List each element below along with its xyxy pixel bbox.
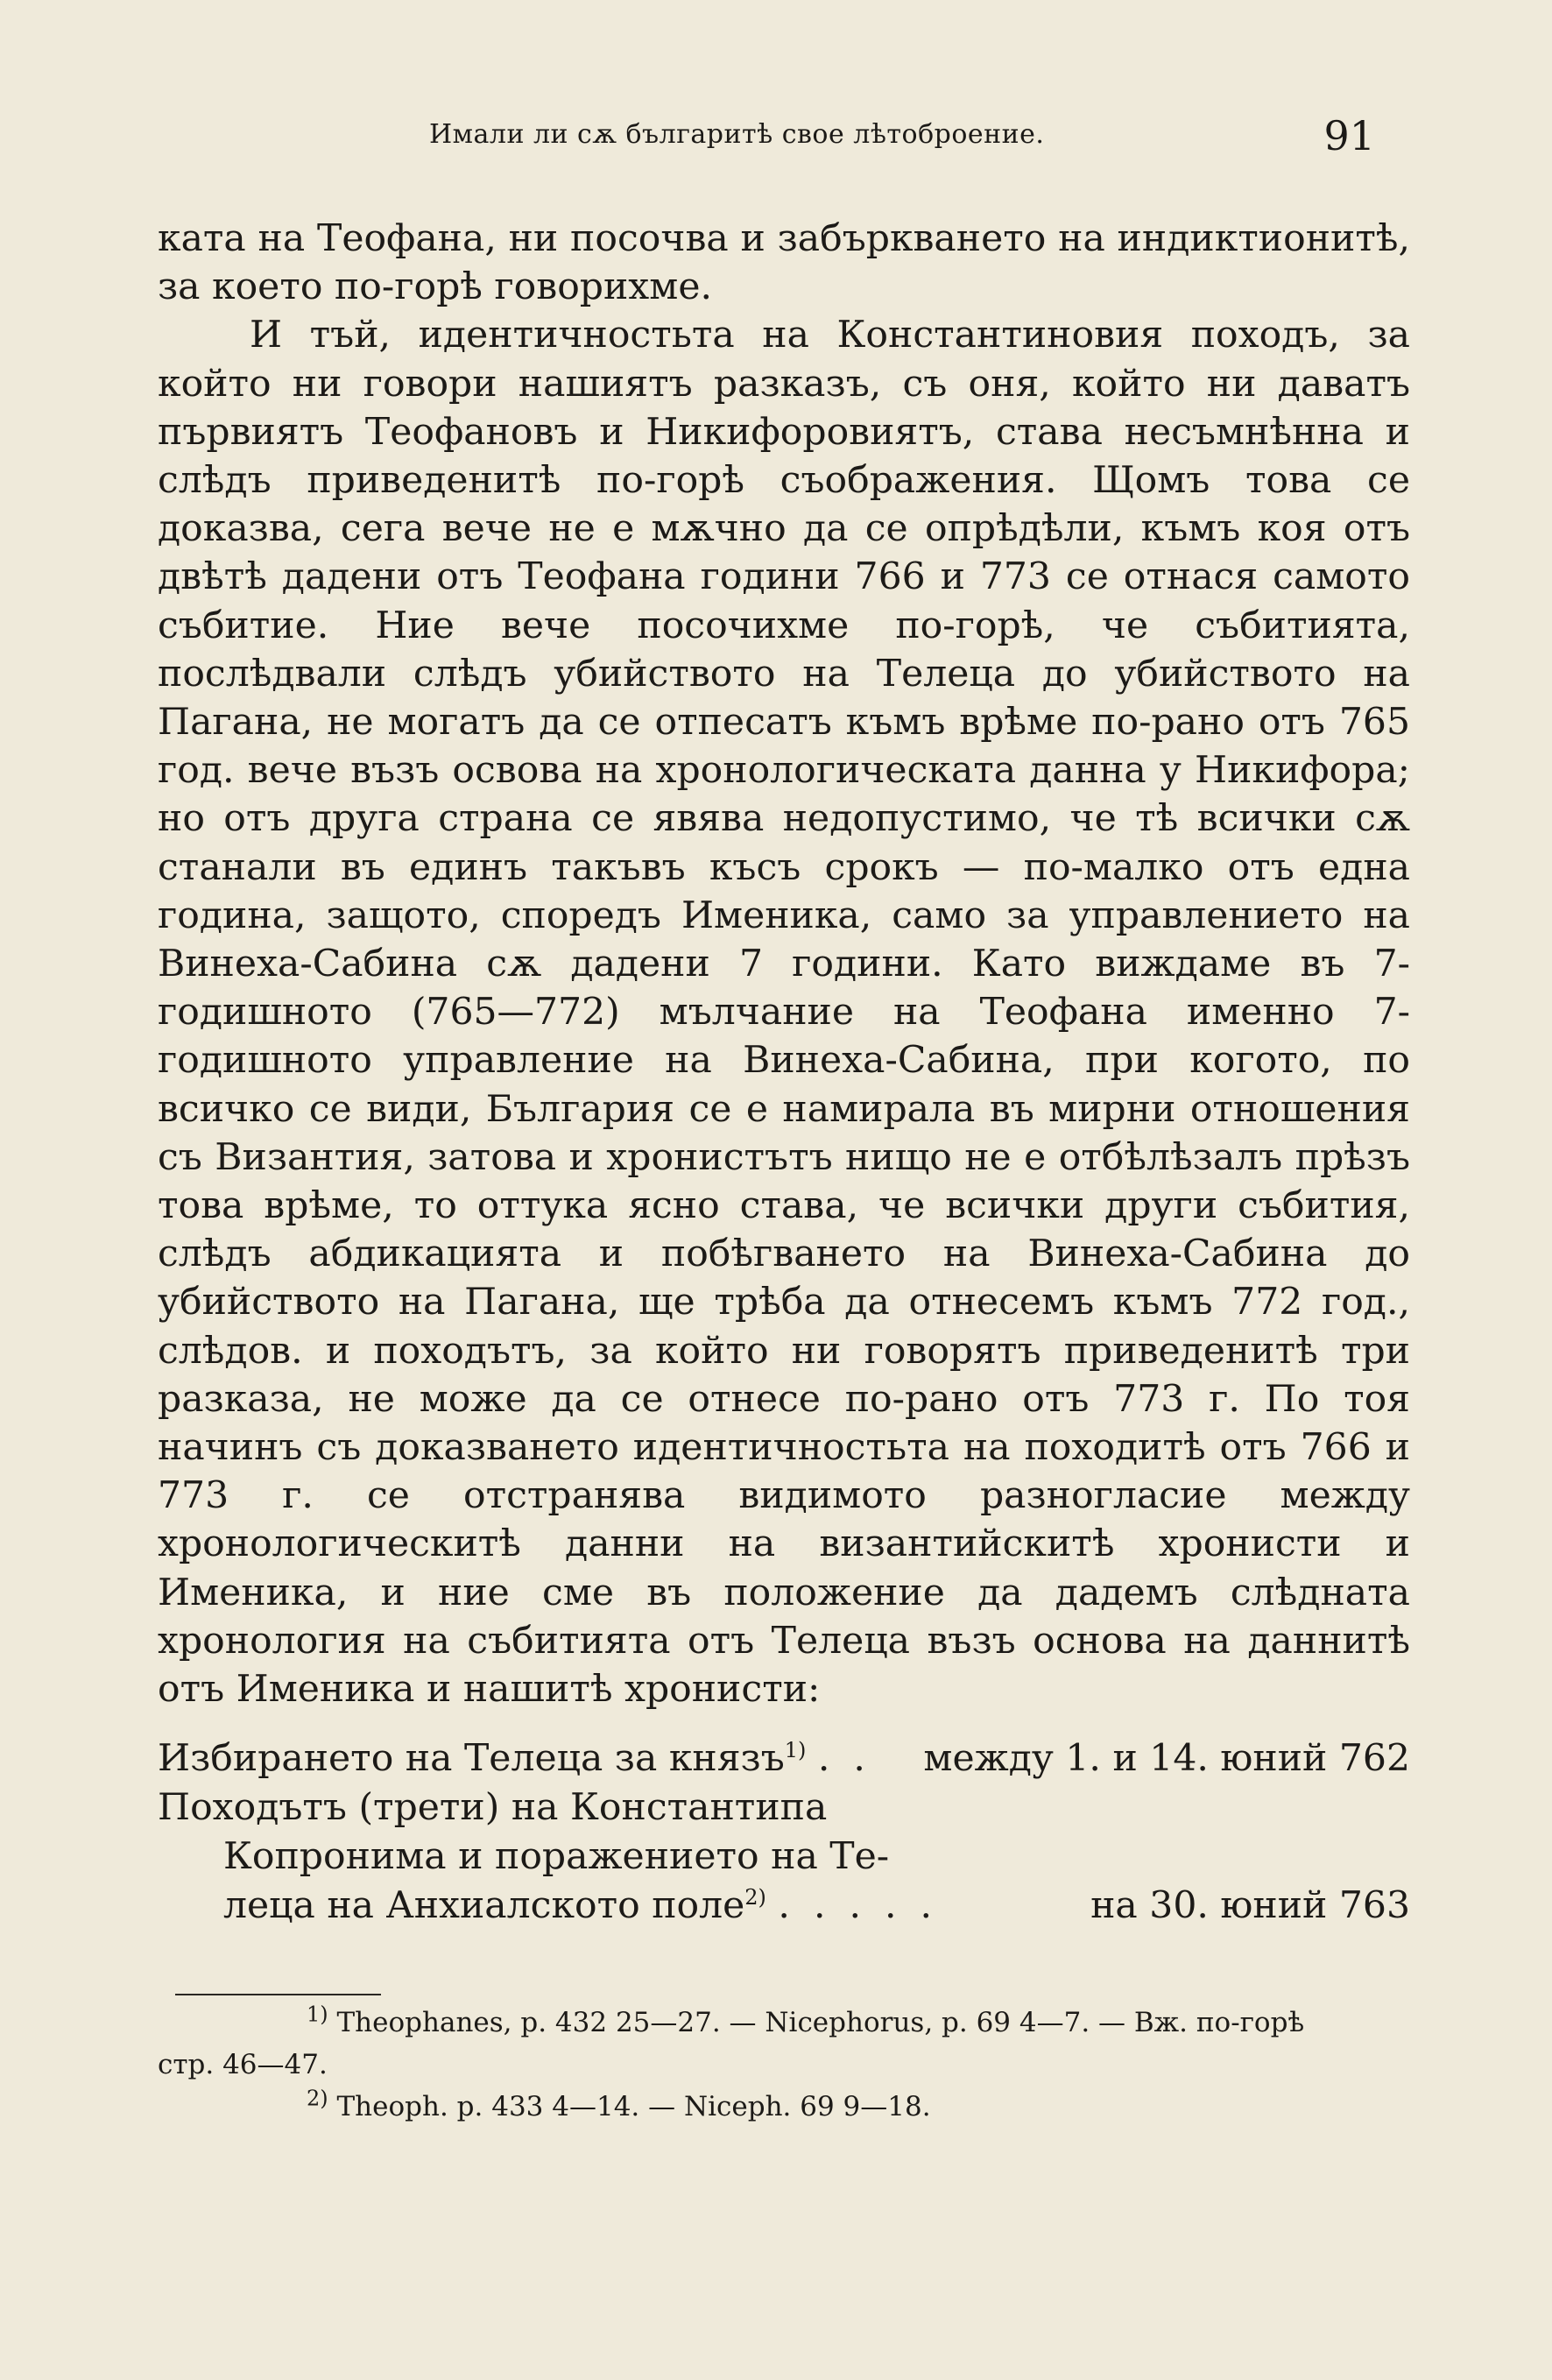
footnote-1-continuation: стр. 46—47. <box>158 2049 328 2080</box>
footnote-text: Theophanes, p. 432 25—27. — Nicephorus, p. 69 4—7. — Вж. по-горѣ <box>336 2007 1305 2038</box>
page-number: 91 <box>1323 112 1375 159</box>
paragraph-main: И тъй, идентичностьта на Константиновия походъ, за който ни говори нашиятъ разказъ, съ оня, който ни даватъ първиятъ Теофановъ и Никифоровиятъ, става несъмнѣнна и слѣдъ приведенитѣ по-горѣ съображения. Щомъ това се доказва, сега вече не е мѫчно да се опрѣдѣли, къмъ коя отъ двѣтѣ дадени отъ Теофана години 766 и 773 се отнася самото събитие. Ние вече посочихме по-горѣ, че събитията, послѣдвали слѣдъ убийството на Телеца до убийството на Пагана, не могатъ да се отпесатъ къмъ врѣме по-рано отъ 765 год. вече възъ освова на хронологическата данна у Никифора; но отъ друга страна се явява недопустимо, че тѣ всички сѫ станали въ единъ такъвъ късъ срокъ — по-малко отъ една година, защото, споредъ Именика, само за управлението на Винеха-Сабина сѫ дадени 7 години. Като виждаме въ 7-годишното (765—772) мълчание на Теофана именно 7-годишното управление на Винеха-Сабина, при когото, по всичко се види, България се е намирала въ мирни отношения съ Византия, затова и хронистътъ нищо не е отбѣлѣзалъ прѣзъ това врѣме, то оттука ясно става, че всички други събития, слѣдъ абдикацията и побѣгването на Винеха-Сабина до убийството на Пагана, ще трѣба да отнесемъ къмъ 772 год., слѣдов. и походътъ, за който ни говорятъ приведенитѣ три разказа, не може да се отнесе по-рано отъ 773 г. По тоя начинъ съ доказването идентичностьта на походитѣ отъ 766 и 773 г. се отстранява видимото разногласие между хронологическитѣ данни на византийскитѣ хронисти и Именика, и ние сме въ положение да дадемъ слѣдната хронология на събитията отъ Телеца възъ основа на даннитѣ отъ Именика и нашитѣ хронисти: <box>158 314 1410 1712</box>
chronology-event: Избирането на Телеца за князъ$^{1)}$ . . <box>158 1737 878 1780</box>
paragraph-continuation: ката на Теофана, ни посочва и забъркването на индиктионитѣ, за което по-горѣ говорихме. <box>158 217 1410 309</box>
footnote-marker: 2) <box>744 1884 766 1910</box>
chronology-event-continued: Копронима и поражението на Те- <box>223 1835 890 1878</box>
chronology-list <box>158 1734 1410 1931</box>
chronology-entry-2-line-2 <box>158 1833 1410 1882</box>
chronology-entry-1 <box>158 1734 1410 1783</box>
chronology-entry-2-line-1 <box>158 1783 1410 1833</box>
footnote-number: 1) <box>307 2002 328 2027</box>
chronology-date: между 1. и 14. юний 762 <box>923 1737 1410 1780</box>
footnote-marker: 1) <box>784 1737 807 1762</box>
chronology-date: на 30. юний 763 <box>1090 1884 1410 1927</box>
chronology-event: Походътъ (трети) на Константипа <box>158 1786 828 1829</box>
chronology-entry-2-line-3 <box>158 1882 1410 1931</box>
page-header <box>166 112 1375 165</box>
footnote-divider <box>175 1994 381 1995</box>
footnote-number: 2) <box>307 2086 328 2111</box>
footnote-2 <box>158 2086 1410 2128</box>
chronology-event-continued: леца на Анхиалското поле$^{2)}$ . . . . . <box>223 1884 944 1927</box>
footnote-text: Theoph. p. 433 4—14. — Niceph. 69 9—18. <box>336 2091 931 2122</box>
leader-dots: . . . . . <box>765 1884 944 1927</box>
footnote-1 <box>158 2002 1410 2044</box>
footnotes <box>158 2002 1410 2128</box>
body-text <box>158 215 1410 1713</box>
running-title: Имали ли сѫ българитѣ свое лѣтоброение. <box>429 119 1045 150</box>
leader-dots: . . <box>806 1737 878 1780</box>
